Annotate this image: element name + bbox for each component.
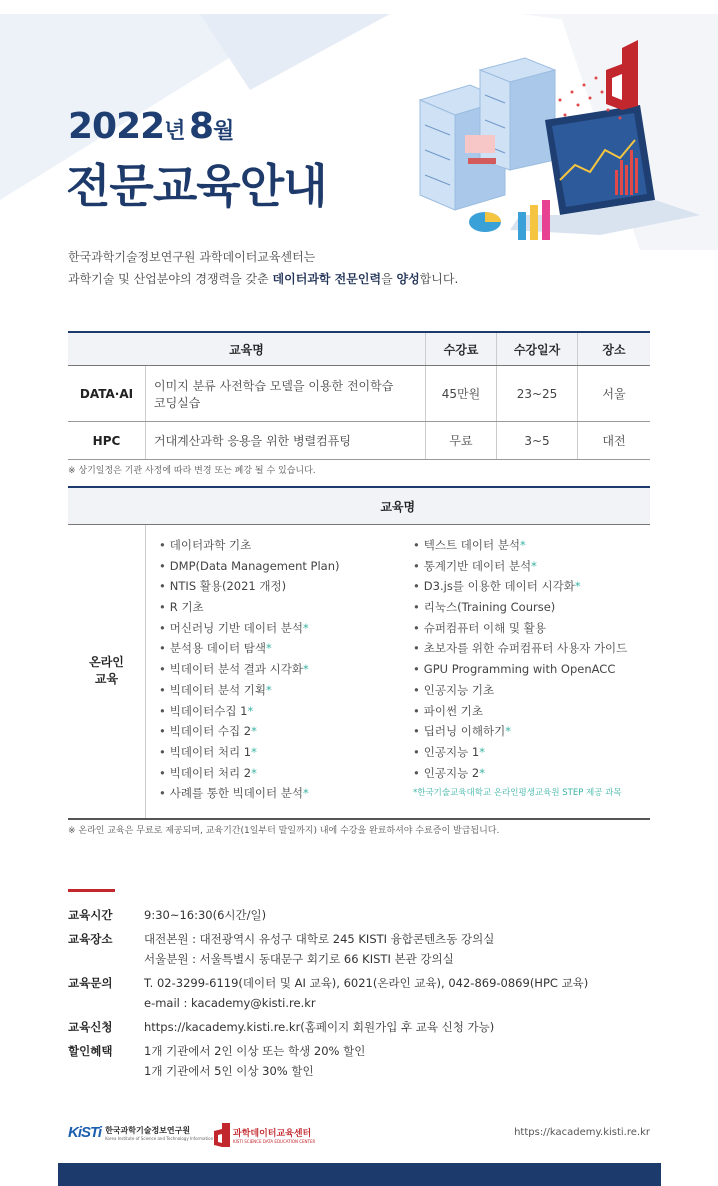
bullet-icon: • bbox=[413, 620, 420, 635]
course-title: 빅데이터수집 1 bbox=[169, 703, 248, 718]
list-item bbox=[159, 742, 413, 763]
course-title: 통계기반 데이터 분석 bbox=[423, 558, 532, 573]
course-name bbox=[146, 366, 426, 422]
online-course-table bbox=[68, 486, 650, 820]
course-title: 인공지능 1 bbox=[423, 744, 480, 759]
course-title: 인공지능 2 bbox=[423, 765, 480, 780]
table-row bbox=[68, 525, 650, 819]
center-name: 과학데이터교육센터 bbox=[233, 1129, 312, 1139]
bullet-icon: • bbox=[413, 682, 420, 697]
info-row-time bbox=[68, 905, 588, 925]
table-row bbox=[68, 422, 650, 460]
course-title: GPU Programming with OpenACC bbox=[423, 662, 616, 677]
list-item bbox=[413, 680, 627, 701]
course-title: 딥러닝 이해하기 bbox=[423, 724, 506, 739]
course-category: DATA·AI bbox=[68, 366, 146, 422]
center-logo-icon bbox=[214, 1123, 230, 1147]
course-title: D3.js를 이용한 데이터 시각화 bbox=[423, 579, 575, 594]
list-item bbox=[159, 618, 413, 639]
list-item bbox=[413, 535, 627, 556]
table-row bbox=[68, 366, 650, 422]
list-item bbox=[159, 556, 413, 577]
kisti-logo-icon: KiSTi bbox=[68, 1124, 102, 1141]
course-column-left bbox=[159, 535, 413, 804]
bottom-banner-bar bbox=[58, 1163, 661, 1186]
kisti-subtitle: Korea Institute of Science and Technology Information bbox=[105, 1135, 214, 1141]
course-title: 머신러닝 기반 데이터 분석 bbox=[169, 620, 303, 635]
course-place: 서울 bbox=[578, 366, 651, 422]
bullet-icon: • bbox=[413, 558, 420, 573]
bullet-icon: • bbox=[159, 703, 166, 718]
list-item bbox=[159, 576, 413, 597]
course-info bbox=[68, 905, 588, 1081]
list-item bbox=[413, 721, 627, 742]
online-category bbox=[68, 525, 146, 819]
info-label: 교육신청 bbox=[68, 1020, 113, 1034]
bullet-icon: • bbox=[159, 682, 166, 697]
list-item bbox=[159, 763, 413, 784]
course-column-right bbox=[413, 535, 627, 803]
bullet-icon: • bbox=[413, 662, 420, 677]
list-item bbox=[413, 576, 627, 597]
course-title: 빅데이터 처리 2 bbox=[169, 765, 252, 780]
step-mark: * bbox=[302, 786, 309, 801]
list-item bbox=[413, 701, 627, 722]
step-mark: * bbox=[505, 724, 511, 739]
info-value-group bbox=[144, 973, 588, 1013]
info-value: 9:30~16:30(6시간/일) bbox=[144, 908, 267, 922]
page-title: 전문교육안내 bbox=[66, 159, 327, 213]
kisti-name: 한국과학기술정보연구원 bbox=[105, 1125, 191, 1135]
step-mark: * bbox=[265, 641, 272, 656]
step-mark: * bbox=[251, 765, 257, 780]
info-label: 교육장소 bbox=[68, 932, 113, 946]
info-value-group bbox=[144, 1041, 365, 1081]
step-mark: * bbox=[531, 558, 537, 573]
offline-course-table bbox=[68, 331, 650, 460]
title-year-month bbox=[68, 106, 233, 147]
schedule-notice: ※ 상기일정은 기관 사정에 따라 변경 또는 폐강 될 수 있습니다. bbox=[68, 466, 316, 476]
list-item bbox=[159, 783, 413, 804]
info-row-discount bbox=[68, 1041, 588, 1081]
course-title: R 기초 bbox=[169, 600, 204, 615]
contact-email[interactable]: e-mail : kacademy@kisti.re.kr bbox=[144, 996, 316, 1010]
header-blank bbox=[68, 487, 146, 525]
bullet-icon: • bbox=[159, 744, 166, 759]
course-title: 사례를 통한 빅데이터 분석 bbox=[169, 786, 303, 801]
list-item bbox=[413, 742, 627, 763]
bullet-icon: • bbox=[413, 579, 420, 594]
online-course-list bbox=[146, 525, 651, 819]
step-mark: * bbox=[247, 703, 254, 718]
info-label: 교육문의 bbox=[68, 976, 113, 990]
list-item bbox=[159, 535, 413, 556]
bullet-icon: • bbox=[159, 724, 166, 739]
intro-highlight-1: 데이터과학 전문인력 bbox=[272, 272, 382, 286]
info-value: T. 02-3299-6119(데이터 및 AI 교육), 6021(온라인 교육), 042-869-0869(HPC 교육) bbox=[144, 976, 589, 990]
header-course-name: 교육명 bbox=[146, 487, 651, 525]
bullet-icon: • bbox=[159, 765, 166, 780]
step-mark: * bbox=[265, 682, 272, 697]
center-logo-text bbox=[233, 1126, 315, 1144]
course-date: 3~5 bbox=[497, 422, 578, 460]
header-date: 수강일자 bbox=[497, 332, 578, 366]
footer-url[interactable]: https://kacademy.kisti.re.kr bbox=[514, 1127, 650, 1138]
list-item bbox=[413, 763, 627, 784]
list-item bbox=[159, 659, 413, 680]
course-title: 리눅스(Training Course) bbox=[423, 600, 556, 615]
year-suffix: 년 bbox=[164, 119, 185, 144]
list-item bbox=[413, 638, 627, 659]
info-label: 할인혜택 bbox=[68, 1044, 113, 1058]
bullet-icon: • bbox=[159, 579, 166, 594]
bullet-icon: • bbox=[159, 786, 166, 801]
kisti-logo-text bbox=[105, 1125, 213, 1141]
year-value: 2022 bbox=[68, 106, 165, 147]
course-title: 텍스트 데이터 분석 bbox=[423, 538, 520, 552]
intro-text-part: 과학기술 및 산업분야의 경쟁력을 갖춘 bbox=[68, 272, 273, 286]
intro-text-part: 합니다. bbox=[419, 272, 459, 286]
section-divider bbox=[68, 889, 115, 892]
step-mark: * bbox=[302, 620, 309, 635]
intro-line-2 bbox=[68, 268, 458, 290]
bullet-icon: • bbox=[159, 641, 166, 656]
step-mark: * bbox=[479, 744, 485, 759]
info-value: 1개 기관에서 2인 이상 또는 학생 20% 할인 bbox=[144, 1044, 366, 1058]
course-title: 빅데이터 분석 결과 시각화 bbox=[169, 662, 303, 677]
course-title: 분석용 데이터 탐색 bbox=[169, 641, 266, 656]
table-header-row bbox=[68, 332, 650, 366]
info-value: 대전본원 : 대전광역시 유성구 대학로 245 KISTI 융합콘텐츠동 강의실 bbox=[144, 932, 495, 946]
course-list bbox=[159, 535, 413, 804]
step-mark: * bbox=[251, 744, 257, 759]
course-title: 인공지능 기초 bbox=[423, 682, 495, 697]
header-fee: 수강료 bbox=[426, 332, 497, 366]
course-date: 23~25 bbox=[497, 366, 578, 422]
list-item bbox=[159, 701, 413, 722]
education-center-logo[interactable] bbox=[214, 1123, 315, 1147]
category-line: 온라인 bbox=[89, 655, 124, 670]
course-title: NTIS 활용(2021 개정) bbox=[169, 579, 287, 594]
info-value: 서울분원 : 서울특별시 동대문구 회기로 66 KISTI 본관 강의실 bbox=[144, 952, 454, 966]
course-place: 대전 bbox=[578, 422, 651, 460]
course-title: 파이썬 기초 bbox=[423, 703, 483, 718]
info-value-group bbox=[144, 929, 494, 969]
course-name bbox=[146, 422, 426, 460]
step-mark: * bbox=[479, 765, 485, 780]
course-fee: 무료 bbox=[426, 422, 497, 460]
course-title: 빅데이터 수집 2 bbox=[169, 724, 252, 739]
bullet-icon: • bbox=[413, 600, 420, 615]
list-item bbox=[159, 638, 413, 659]
course-category: HPC bbox=[68, 422, 146, 460]
intro-text-part: 을 bbox=[381, 272, 397, 286]
month-value: 8 bbox=[189, 106, 214, 147]
step-mark: * bbox=[519, 538, 526, 552]
course-title: 초보자를 위한 슈퍼컴퓨터 사용자 가이드 bbox=[423, 641, 628, 656]
bullet-icon: • bbox=[159, 558, 166, 573]
list-item bbox=[159, 680, 413, 701]
kisti-logo[interactable] bbox=[68, 1124, 213, 1141]
list-item bbox=[413, 556, 627, 577]
step-mark: * bbox=[574, 579, 581, 594]
course-title: 빅데이터 분석 기획 bbox=[169, 682, 266, 697]
month-suffix: 월 bbox=[213, 119, 234, 144]
pie-chart-icon bbox=[469, 212, 501, 232]
bullet-icon: • bbox=[159, 600, 166, 615]
online-notice: ※ 온라인 교육은 무료로 제공되며, 교육기간(1일부터 말일까지) 내에 수강을 완료하셔야 수료증이 발급됩니다. bbox=[68, 826, 500, 836]
table-header-row bbox=[68, 487, 650, 525]
course-list bbox=[413, 535, 627, 783]
bullet-icon: • bbox=[413, 538, 420, 552]
course-title: 슈퍼컴퓨터 이해 및 활용 bbox=[423, 620, 546, 635]
course-name-line: 이미지 분류 사전학습 모델을 이용한 전이학습 bbox=[154, 378, 394, 393]
bullet-icon: • bbox=[413, 724, 420, 739]
bullet-icon: • bbox=[413, 765, 420, 780]
bullet-icon: • bbox=[159, 620, 166, 635]
bullet-icon: • bbox=[413, 744, 420, 759]
info-row-place bbox=[68, 929, 588, 969]
info-row-apply bbox=[68, 1017, 588, 1037]
bullet-icon: • bbox=[159, 538, 166, 552]
course-name-line: 코딩실습 bbox=[154, 395, 201, 410]
course-name-line: 거대계산과학 응용을 위한 병렬컴퓨팅 bbox=[154, 434, 351, 448]
step-mark: * bbox=[302, 662, 309, 677]
bullet-icon: • bbox=[413, 703, 420, 718]
list-item bbox=[159, 597, 413, 618]
list-item bbox=[159, 721, 413, 742]
course-title: 데이터과학 기초 bbox=[169, 538, 252, 552]
info-row-contact bbox=[68, 973, 588, 1013]
list-item bbox=[413, 618, 627, 639]
header-course-name: 교육명 bbox=[68, 332, 426, 366]
list-item bbox=[413, 597, 627, 618]
step-course-note: *한국기술교육대학교 온라인평생교육원 STEP 제공 과목 bbox=[413, 788, 622, 799]
course-title: 빅데이터 처리 1 bbox=[169, 744, 252, 759]
center-subtitle: KISTI SCIENCE DATA EDUCATION CENTER bbox=[233, 1139, 316, 1144]
bullet-icon: • bbox=[413, 641, 420, 656]
info-value: 1개 기관에서 5인 이상 30% 할인 bbox=[144, 1064, 314, 1078]
step-mark: * bbox=[251, 724, 257, 739]
apply-link[interactable]: https://kacademy.kisti.re.kr(홈페이지 회원가입 후 교육 신청 가능) bbox=[144, 1020, 495, 1034]
course-fee: 45만원 bbox=[426, 366, 497, 422]
list-item bbox=[413, 659, 627, 680]
category-line: 교육 bbox=[94, 672, 119, 687]
header-place: 장소 bbox=[578, 332, 651, 366]
intro-highlight-2: 양성 bbox=[396, 272, 420, 286]
bullet-icon: • bbox=[159, 662, 166, 677]
info-label: 교육시간 bbox=[68, 908, 113, 922]
course-title: DMP(Data Management Plan) bbox=[169, 558, 340, 573]
intro-text bbox=[68, 246, 458, 290]
intro-line-1: 한국과학기술정보연구원 과학데이터교육센터는 bbox=[68, 250, 316, 264]
